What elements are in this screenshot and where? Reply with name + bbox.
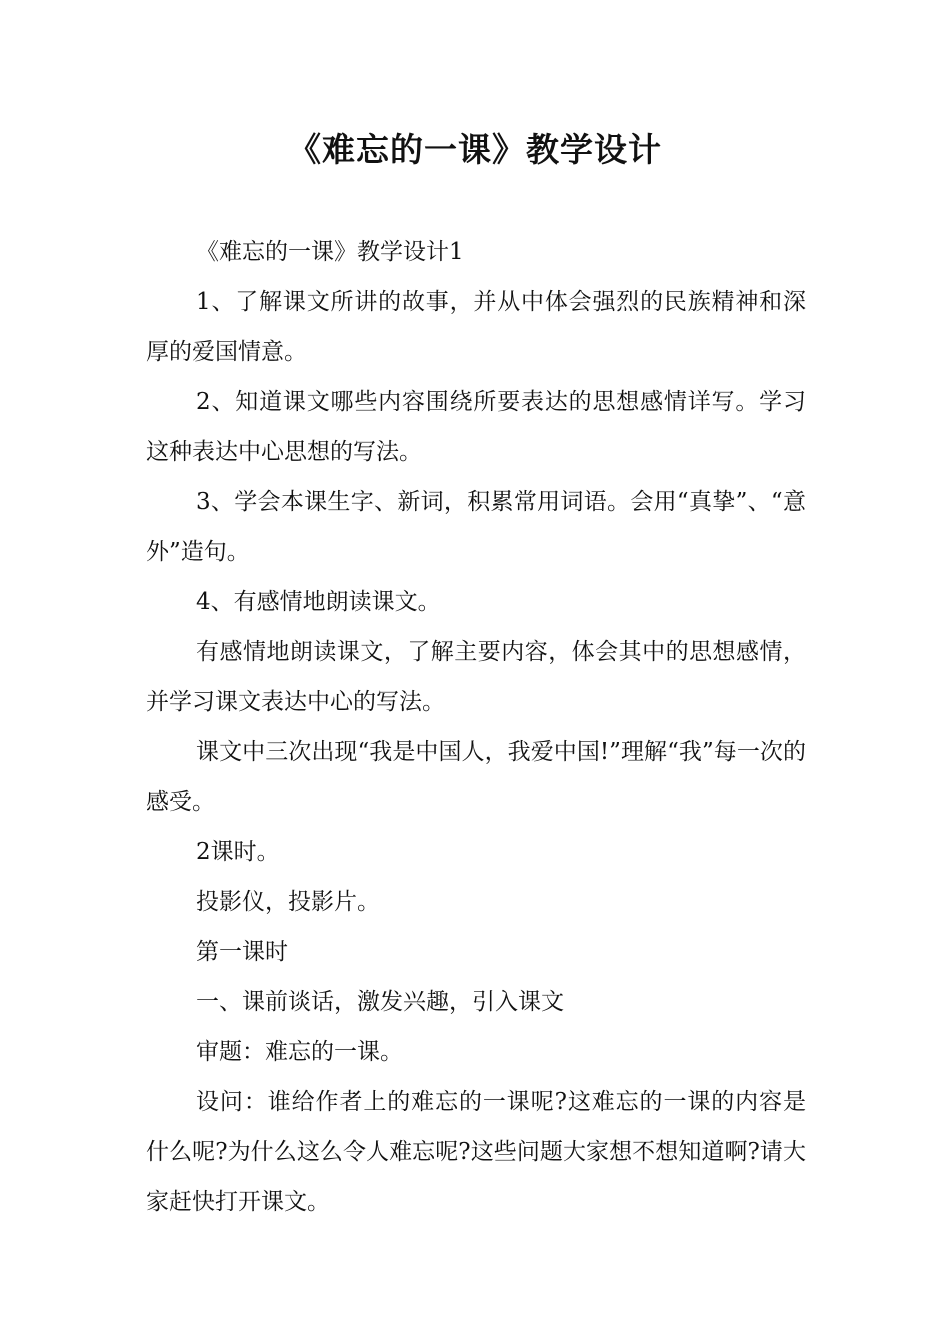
paragraph-class-hours: 2课时。 bbox=[196, 839, 280, 865]
paragraph-first-lesson: 第一课时 bbox=[196, 939, 288, 965]
section-heading: 《难忘的一课》教学设计1 bbox=[196, 239, 464, 265]
paragraph-questions: 设问：谁给作者上的难忘的一课呢?这难忘的一课的内容是什么呢?为什么这么令人难忘呢?这些问题大家想不想知道啊?请大家赶快打开课文。 bbox=[146, 1089, 806, 1215]
paragraph-objective-3: 3、学会本课生字、新词，积累常用词语。会用“真挚”、“意外”造句。 bbox=[146, 489, 806, 565]
paragraph-materials: 投影仪，投影片。 bbox=[196, 889, 380, 915]
paragraph-key-points: 有感情地朗读课文，了解主要内容，体会其中的思想感情，并学习课文表达中心的写法。 bbox=[146, 639, 806, 715]
document-body bbox=[146, 227, 806, 1227]
paragraph-topic-review: 审题：难忘的一课。 bbox=[196, 1039, 403, 1065]
document-title: 《难忘的一课》教学设计 bbox=[288, 130, 662, 169]
paragraph-objective-4: 4、有感情地朗读课文。 bbox=[196, 589, 441, 615]
paragraph-step-one: 一、课前谈话，激发兴趣，引入课文 bbox=[196, 989, 564, 1015]
paragraph-objective-1: 1、了解课文所讲的故事，并从中体会强烈的民族精神和深厚的爱国情意。 bbox=[146, 289, 806, 365]
paragraph-difficulty: 课文中三次出现“我是中国人，我爱中国!”理解“我”每一次的感受。 bbox=[146, 739, 806, 815]
paragraph-objective-2: 2、知道课文哪些内容围绕所要表达的思想感情详写。学习这种表达中心思想的写法。 bbox=[146, 389, 806, 465]
